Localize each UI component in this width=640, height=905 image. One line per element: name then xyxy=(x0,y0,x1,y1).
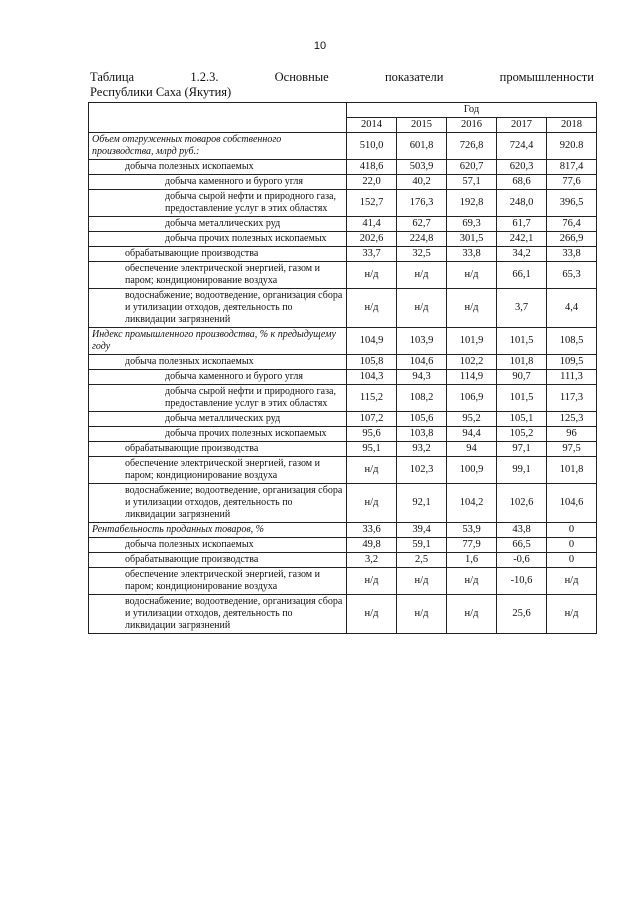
value-cell: 61,7 xyxy=(497,217,547,232)
row-label: Индекс промышленного производства, % к предыдущему году xyxy=(89,328,347,355)
value-cell: 115,2 xyxy=(347,385,397,412)
value-cell: 152,7 xyxy=(347,190,397,217)
value-cell: 3,7 xyxy=(497,289,547,328)
row-label: Объем отгруженных товаров собственного производства, млрд руб.: xyxy=(89,133,347,160)
caption-word: 1.2.3. xyxy=(190,70,219,84)
table-row xyxy=(89,427,597,442)
value-cell: 65,3 xyxy=(547,262,597,289)
value-cell: 33,7 xyxy=(347,247,397,262)
value-cell: 1,6 xyxy=(447,553,497,568)
value-cell: 62,7 xyxy=(397,217,447,232)
value-cell: 3,2 xyxy=(347,553,397,568)
table-row xyxy=(89,412,597,427)
value-cell: н/д xyxy=(447,262,497,289)
value-cell: 57,1 xyxy=(447,175,497,190)
table-row xyxy=(89,355,597,370)
value-cell: 0 xyxy=(547,553,597,568)
value-cell: н/д xyxy=(347,289,397,328)
table-body xyxy=(89,133,597,634)
year-header-cell: 2015 xyxy=(397,118,447,133)
value-cell: 726,8 xyxy=(447,133,497,160)
value-cell: 101,8 xyxy=(547,457,597,484)
value-cell: 202,6 xyxy=(347,232,397,247)
value-cell: 104,9 xyxy=(347,328,397,355)
year-group-header: Год xyxy=(347,103,597,118)
year-header-cell: 2017 xyxy=(497,118,547,133)
row-label: обеспечение электрической энергией, газом и паром; кондиционирование воздуха xyxy=(89,457,347,484)
value-cell: н/д xyxy=(347,568,397,595)
value-cell: 95,2 xyxy=(447,412,497,427)
value-cell: 117,3 xyxy=(547,385,597,412)
value-cell: 33,8 xyxy=(447,247,497,262)
table-row xyxy=(89,232,597,247)
value-cell: н/д xyxy=(447,595,497,634)
value-cell: 77,6 xyxy=(547,175,597,190)
value-cell: 95,1 xyxy=(347,442,397,457)
value-cell: н/д xyxy=(447,289,497,328)
value-cell: 102,3 xyxy=(397,457,447,484)
caption-word: Таблица xyxy=(90,70,135,84)
value-cell: 192,8 xyxy=(447,190,497,217)
caption-first-line xyxy=(90,70,594,85)
row-label: обрабатывающие производства xyxy=(89,442,347,457)
row-label: обрабатывающие производства xyxy=(89,247,347,262)
value-cell: 104,3 xyxy=(347,370,397,385)
row-label: добыча сырой нефти и природного газа, предоставление услуг в этих областях xyxy=(89,190,347,217)
caption-word: Основные xyxy=(274,70,329,84)
row-label: обеспечение электрической энергией, газом и паром; кондиционирование воздуха xyxy=(89,568,347,595)
value-cell: 105,2 xyxy=(497,427,547,442)
value-cell: 92,1 xyxy=(397,484,447,523)
value-cell: н/д xyxy=(397,568,447,595)
value-cell: 101,5 xyxy=(497,328,547,355)
value-cell: 111,3 xyxy=(547,370,597,385)
value-cell: 66,5 xyxy=(497,538,547,553)
value-cell: 96 xyxy=(547,427,597,442)
value-cell: н/д xyxy=(397,595,447,634)
caption-second-line: Республики Саха (Якутия) xyxy=(90,85,232,99)
value-cell: 25,6 xyxy=(497,595,547,634)
value-cell: 105,1 xyxy=(497,412,547,427)
value-cell: 41,4 xyxy=(347,217,397,232)
value-cell: 106,9 xyxy=(447,385,497,412)
value-cell: 102,2 xyxy=(447,355,497,370)
value-cell: 101,8 xyxy=(497,355,547,370)
year-header-cell: 2014 xyxy=(347,118,397,133)
value-cell: 49,8 xyxy=(347,538,397,553)
value-cell: 108,5 xyxy=(547,328,597,355)
row-label: Рентабельность проданных товаров, % xyxy=(89,523,347,538)
value-cell: 103,8 xyxy=(397,427,447,442)
value-cell: 266,9 xyxy=(547,232,597,247)
value-cell: 817,4 xyxy=(547,160,597,175)
table-row xyxy=(89,385,597,412)
value-cell: 2,5 xyxy=(397,553,447,568)
value-cell: 77,9 xyxy=(447,538,497,553)
table-row xyxy=(89,442,597,457)
indicators-table xyxy=(88,102,597,634)
value-cell: 101,5 xyxy=(497,385,547,412)
value-cell: 248,0 xyxy=(497,190,547,217)
table-caption xyxy=(90,70,594,100)
value-cell: 105,6 xyxy=(397,412,447,427)
value-cell: 176,3 xyxy=(397,190,447,217)
table-row xyxy=(89,538,597,553)
value-cell: н/д xyxy=(347,457,397,484)
table-row xyxy=(89,568,597,595)
table-row xyxy=(89,217,597,232)
value-cell: 33,8 xyxy=(547,247,597,262)
value-cell: 76,4 xyxy=(547,217,597,232)
table-row xyxy=(89,457,597,484)
value-cell: 109,5 xyxy=(547,355,597,370)
caption-word: промышленности xyxy=(499,70,594,84)
value-cell: 105,8 xyxy=(347,355,397,370)
value-cell: 104,6 xyxy=(547,484,597,523)
value-cell: 104,2 xyxy=(447,484,497,523)
value-cell: 43,8 xyxy=(497,523,547,538)
value-cell: 620,3 xyxy=(497,160,547,175)
row-label: добыча сырой нефти и природного газа, предоставление услуг в этих областях xyxy=(89,385,347,412)
row-label: добыча прочих полезных ископаемых xyxy=(89,427,347,442)
table-row xyxy=(89,262,597,289)
year-header-cell: 2018 xyxy=(547,118,597,133)
value-cell: 114,9 xyxy=(447,370,497,385)
row-label: добыча полезных ископаемых xyxy=(89,538,347,553)
row-label: водоснабжение; водоотведение, организация сбора и утилизации отходов, деятельность по ликвидации загрязнений xyxy=(89,484,347,523)
row-label: добыча полезных ископаемых xyxy=(89,355,347,370)
value-cell: 94 xyxy=(447,442,497,457)
table-row xyxy=(89,289,597,328)
value-cell: 90,7 xyxy=(497,370,547,385)
value-cell: 242,1 xyxy=(497,232,547,247)
value-cell: -10,6 xyxy=(497,568,547,595)
value-cell: 510,0 xyxy=(347,133,397,160)
value-cell: 100,9 xyxy=(447,457,497,484)
table-row xyxy=(89,175,597,190)
table-row xyxy=(89,484,597,523)
table-row xyxy=(89,553,597,568)
value-cell: 99,1 xyxy=(497,457,547,484)
row-label: добыча каменного и бурого угля xyxy=(89,370,347,385)
value-cell: 108,2 xyxy=(397,385,447,412)
value-cell: 95,6 xyxy=(347,427,397,442)
value-cell: 0 xyxy=(547,523,597,538)
value-cell: н/д xyxy=(397,289,447,328)
row-label: обеспечение электрической энергией, газом и паром; кондиционирование воздуха xyxy=(89,262,347,289)
page-number: 10 xyxy=(313,40,327,52)
row-label: водоснабжение; водоотведение, организация сбора и утилизации отходов, деятельность по ликвидации загрязнений xyxy=(89,289,347,328)
row-label: добыча прочих полезных ископаемых xyxy=(89,232,347,247)
value-cell: 22,0 xyxy=(347,175,397,190)
value-cell: н/д xyxy=(347,484,397,523)
value-cell: 97,5 xyxy=(547,442,597,457)
value-cell: 601,8 xyxy=(397,133,447,160)
value-cell: 93,2 xyxy=(397,442,447,457)
row-label: обрабатывающие производства xyxy=(89,553,347,568)
value-cell: 34,2 xyxy=(497,247,547,262)
year-header-cell: 2016 xyxy=(447,118,497,133)
value-cell: н/д xyxy=(397,262,447,289)
value-cell: н/д xyxy=(347,595,397,634)
header-row-group xyxy=(89,103,597,118)
value-cell: 104,6 xyxy=(397,355,447,370)
value-cell: 107,2 xyxy=(347,412,397,427)
value-cell: 94,3 xyxy=(397,370,447,385)
value-cell: 94,4 xyxy=(447,427,497,442)
value-cell: 59,1 xyxy=(397,538,447,553)
table-row xyxy=(89,190,597,217)
value-cell: 125,3 xyxy=(547,412,597,427)
caption-word: показатели xyxy=(384,70,444,84)
value-cell: 101,9 xyxy=(447,328,497,355)
value-cell: 66,1 xyxy=(497,262,547,289)
value-cell: 224,8 xyxy=(397,232,447,247)
value-cell: 620,7 xyxy=(447,160,497,175)
row-label: водоснабжение; водоотведение, организация сбора и утилизации отходов, деятельность по ликвидации загрязнений xyxy=(89,595,347,634)
value-cell: н/д xyxy=(347,262,397,289)
value-cell: 724,4 xyxy=(497,133,547,160)
table-row xyxy=(89,247,597,262)
table-row xyxy=(89,133,597,160)
value-cell: 103,9 xyxy=(397,328,447,355)
table-row xyxy=(89,160,597,175)
value-cell: -0,6 xyxy=(497,553,547,568)
row-label: добыча металлических руд xyxy=(89,412,347,427)
table-row xyxy=(89,523,597,538)
value-cell: 418,6 xyxy=(347,160,397,175)
value-cell: 102,6 xyxy=(497,484,547,523)
table-row xyxy=(89,595,597,634)
value-cell: 920.8 xyxy=(547,133,597,160)
value-cell: н/д xyxy=(547,568,597,595)
value-cell: 53,9 xyxy=(447,523,497,538)
value-cell: 396,5 xyxy=(547,190,597,217)
table-row xyxy=(89,328,597,355)
value-cell: 4,4 xyxy=(547,289,597,328)
value-cell: н/д xyxy=(447,568,497,595)
value-cell: 69,3 xyxy=(447,217,497,232)
row-label: добыча каменного и бурого угля xyxy=(89,175,347,190)
table-row xyxy=(89,370,597,385)
header-empty-cell xyxy=(89,103,347,133)
value-cell: 33,6 xyxy=(347,523,397,538)
value-cell: 40,2 xyxy=(397,175,447,190)
value-cell: 0 xyxy=(547,538,597,553)
value-cell: 32,5 xyxy=(397,247,447,262)
row-label: добыча металлических руд xyxy=(89,217,347,232)
value-cell: 97,1 xyxy=(497,442,547,457)
value-cell: 68,6 xyxy=(497,175,547,190)
value-cell: 503,9 xyxy=(397,160,447,175)
value-cell: 39,4 xyxy=(397,523,447,538)
row-label: добыча полезных ископаемых xyxy=(89,160,347,175)
value-cell: н/д xyxy=(547,595,597,634)
value-cell: 301,5 xyxy=(447,232,497,247)
